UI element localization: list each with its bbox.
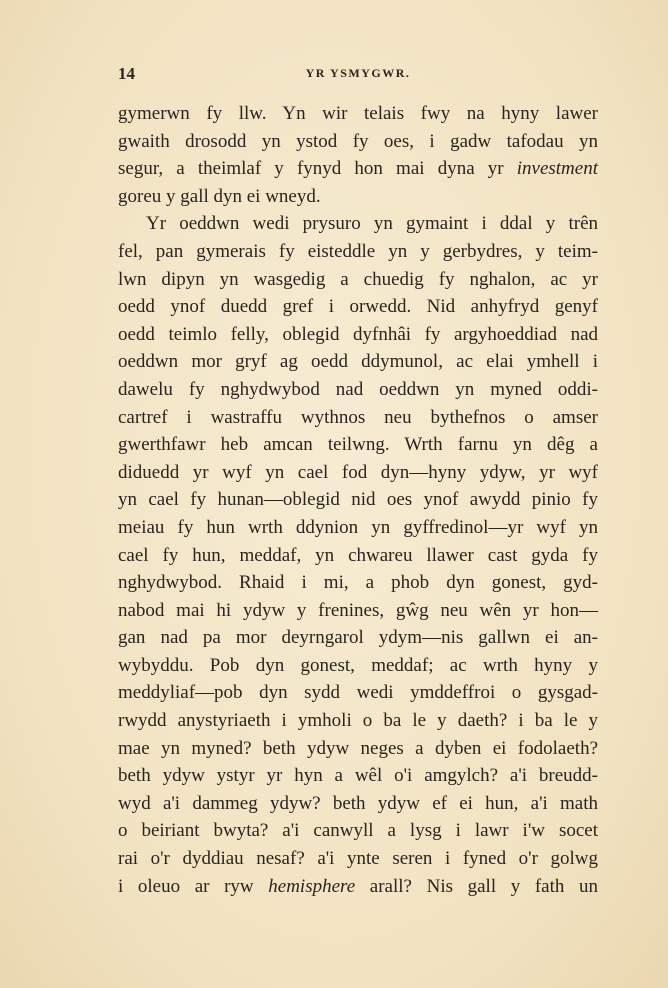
text-line: wyd a'i dammeg ydyw? beth ydyw ef ei hun, a'i math: [118, 792, 598, 814]
text-line: oeddwn mor gryf ag oedd ddymunol, ac elai ymhell i: [118, 351, 598, 373]
page-number: 14: [118, 64, 135, 83]
text-line: gymerwn fy llw. Yn wir telais fwy na hyny lawer: [118, 103, 598, 124]
text-line: gwaith drosodd yn ystod fy oes, i gadw tafodau yn: [118, 130, 598, 152]
running-title: YR YSMYGWR.: [305, 66, 411, 80]
text-line: cartref i wastraffu wythnos neu bythefnos o amser: [118, 406, 598, 428]
text-line: segur, a theimlaf y fynyd hon mai dyna yr investment: [118, 158, 598, 180]
text-line: beth ydyw ystyr yr hyn a wêl o'i amgylch? a'i breudd-: [118, 765, 598, 787]
body-text: [118, 100, 598, 900]
text-line: gwerthfawr heb amcan teilwng. Wrth farnu yn dêg a: [118, 434, 598, 456]
text-line: oedd ynof duedd gref i orwedd. Nid anhyfryd genyf: [118, 296, 598, 318]
text-line: rwydd anystyriaeth i ymholi o ba le y daeth? i ba le y: [118, 710, 598, 732]
text-line: gan nad pa mor deyrngarol ydym—nis gallwn ei an-: [118, 627, 598, 649]
text-line: yn cael fy hunan—oblegid nid oes ynof awydd pinio fy: [118, 489, 598, 511]
text-line: lwn dipyn yn wasgedig a chuedig fy nghalon, ac yr: [118, 268, 598, 290]
text-line: fel, pan gymerais fy eisteddle yn y gerbydres, y teim-: [118, 240, 598, 262]
text-line: meddyliaf—pob dyn sydd wedi ymddeffroi o gysgad-: [118, 682, 598, 704]
text-line: i oleuo ar ryw hemisphere arall? Nis gall y fath un: [118, 875, 598, 897]
text-line: nabod mai hi ydyw y frenines, gŵg neu wên yr hon—: [118, 599, 598, 621]
italic-term: hemisphere: [268, 875, 356, 897]
page-header: [118, 60, 598, 86]
text-line: diduedd yr wyf yn cael fod dyn—hyny ydyw, yr wyf: [118, 461, 598, 483]
text-line: o beiriant bwyta? a'i canwyll a lysg i lawr i'w socet: [118, 820, 598, 842]
text-line: nghydwybod. Rhaid i mi, a phob dyn gonest, gyd-: [118, 572, 598, 594]
text-line: meiau fy hun wrth ddynion yn gyffredinol—yr wyf yn: [118, 516, 598, 538]
italic-term: investment: [516, 158, 598, 180]
text-line: mae yn myned? beth ydyw neges a dyben ei fodolaeth?: [118, 737, 598, 759]
text-line: Yr oeddwn wedi prysuro yn gymaint i ddal y trên: [146, 213, 598, 235]
text-line: dawelu fy nghydwybod nad oeddwn yn myned oddi-: [118, 378, 598, 400]
text-line: goreu y gall dyn ei wneyd.: [118, 185, 321, 207]
text-line: cael fy hun, meddaf, yn chwareu llawer cast gyda fy: [118, 544, 598, 566]
text-line: oedd teimlo felly, oblegid dyfnhâi fy argyhoeddiad nad: [118, 323, 598, 345]
text-line: rai o'r dyddiau nesaf? a'i ynte seren i fyned o'r golwg: [118, 848, 598, 870]
text-line: wybyddu. Pob dyn gonest, meddaf; ac wrth hyny y: [118, 654, 598, 676]
